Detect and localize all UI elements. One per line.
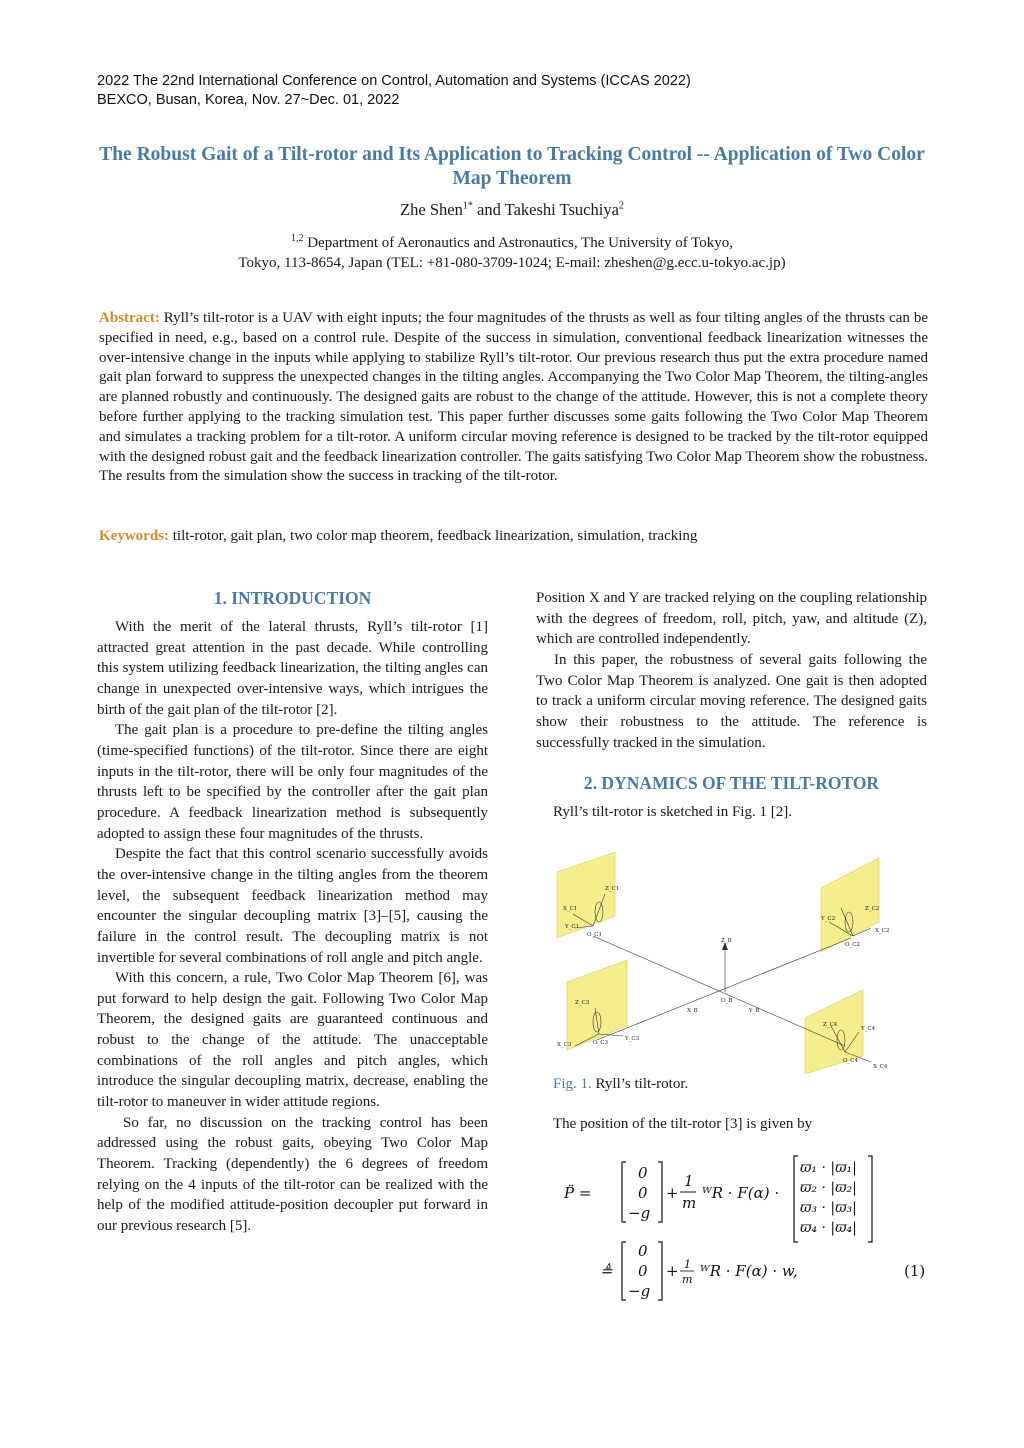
eq-frac2-num: 1 xyxy=(684,1258,691,1271)
rotor-panel-2 xyxy=(821,858,879,952)
eq-rot: ᵂR · F(α) · xyxy=(702,1184,780,1202)
intro-paragraph-7: In this paper, the robustness of several gaits following the Two Color Map Theorem is analyzed. One gait is then adopted to track a uniform circular moving reference. The designed gaits show their robustness to the attitude. The reference is successfully tracked in the simulation. xyxy=(536,651,927,751)
eq-thrust-3: ϖ₃ · |ϖ₃| xyxy=(800,1200,857,1216)
section-2-intro: Ryll’s tilt-rotor is sketched in Fig. 1 [2]. xyxy=(553,804,792,820)
right-column xyxy=(536,588,927,753)
intro-paragraph-4: With this concern, a rule, Two Color Map Theorem [6], was put forward to help design the gait. Following Two Color Map Theorem, the designed gaits are guaranteed continuous and robust to the change of the attitude. The unacceptable combinations of the roll angles and pitch angles, which introduce the singular decoupling matrix, decrease, enabling the tilt-rotor to maneuver in wider attitude regions. xyxy=(97,970,488,1111)
author-2: Takeshi Tsuchiya xyxy=(504,200,619,219)
label-x1: X_C1 xyxy=(563,906,578,912)
abstract-label: Abstract: xyxy=(99,310,160,326)
affil-line-1: Department of Aeronautics and Astronautics, The University of Tokyo, xyxy=(303,235,734,251)
eq-frac2-den: m xyxy=(682,1273,693,1286)
figure-caption xyxy=(553,1076,688,1093)
label-x3: X_C3 xyxy=(557,1042,572,1048)
keywords-text: tilt-rotor, gait plan, two color map theorem, feedback linearization, simulation, tracking xyxy=(169,528,698,544)
label-y4: Y_C4 xyxy=(861,1026,876,1032)
label-x2: X_C2 xyxy=(875,928,890,934)
author-1: Zhe Shen xyxy=(400,200,463,219)
label-y1: Y_C1 xyxy=(565,924,580,930)
conference-header xyxy=(97,72,691,110)
label-o1: O_C1 xyxy=(587,932,602,938)
intro-paragraph-5: So far, no discussion on the tracking control has been addressed using the robust gaits, obeying Two Color Map Theorem. Tracking (dependently) the 6 degrees of freedom relying on the 4 inputs of the tilt-rotor can be realized with the help of the modified attitude-position decoupler put forward in our previous research [5]. xyxy=(97,1114,488,1235)
label-yb: Y_B xyxy=(749,1008,760,1014)
abstract xyxy=(99,309,928,487)
eq-lhs: P̈ = xyxy=(564,1184,592,1202)
svg-text:+: + xyxy=(666,1184,679,1202)
figure-caption-text: Ryll’s tilt-rotor. xyxy=(591,1076,689,1092)
svg-text:+: + xyxy=(666,1262,679,1280)
eq-thrust-4: ϖ₄ · |ϖ₄| xyxy=(800,1220,857,1236)
affil-line-2: Tokyo, 113-8654, Japan (TEL: +81-080-3709-1024; E-mail: zheshen@g.ecc.u-tokyo.ac.jp) xyxy=(238,255,786,271)
eq-thrust-1: ϖ₁ · |ϖ₁| xyxy=(800,1160,857,1176)
conference-line-1: 2022 The 22nd International Conference on Control, Automation and Systems (ICCAS 2022) xyxy=(97,73,691,89)
abstract-text: Ryll’s tilt-rotor is a UAV with eight inputs; the four magnitudes of the thrusts as well as four tilting angles of the thrusts can be specified in need, e.g., based on a control rule. Despite of the success in simulation, conventional feedback linearization witnesses the over-intensive change in the inputs while applying to stabilize Ryll’s tilt-rotor. Our previous research thus put the extra procedure named gait plan forward to suppress the unexpected changes in the tilting angles. Accompanying the Two Color Map Theorem, the tilting-angles are planned robustly and continuously. The designed gaits are robust to the change of the attitude. However, this is not a complete theory before further applying to the tracking simulation test. This paper further discusses some gaits following the Two Color Map Theorem and simulates a tracking problem for a tilt-rotor. A uniform circular moving reference is designed to be tracked by the tilt-rotor equipped with the designed robust gait and the feedback linearization controller. The gaits satisfying Two Color Map Theorem show the robustness. The results from the simulation show the success in tracking of the tilt-rotor. xyxy=(99,310,928,485)
author-join: and xyxy=(472,200,505,219)
label-x4: X_C4 xyxy=(873,1064,888,1070)
author-1-sup: 1* xyxy=(462,200,473,212)
equation-1 xyxy=(560,1150,932,1310)
label-ob: O_B xyxy=(721,998,733,1004)
eq-vec2-0: 0 xyxy=(638,1242,648,1260)
paper-title: The Robust Gait of a Tilt-rotor and Its Application to Tracking Control -- Application of Two Color Map Theorem xyxy=(99,144,925,189)
label-y3: Y_C3 xyxy=(625,1036,640,1042)
author-2-sup: 2 xyxy=(618,200,624,212)
label-z3: Z_C3 xyxy=(575,1000,590,1006)
eq-vec-0: 0 xyxy=(638,1164,648,1182)
label-o2: O_C2 xyxy=(845,942,860,948)
intro-paragraph-6: Position X and Y are tracked relying on the coupling relationship with the degrees of freedom, roll, pitch, yaw, and altitude (Z), which are controlled independently. xyxy=(536,590,927,648)
authors xyxy=(90,200,934,220)
figure-label: Fig. 1. xyxy=(553,1076,592,1092)
figure-tilt-rotor xyxy=(553,850,925,1074)
label-xb: X_B xyxy=(687,1008,698,1014)
eq-frac-num: 1 xyxy=(684,1172,694,1190)
keywords xyxy=(99,526,928,546)
label-z4: Z_C4 xyxy=(823,1022,838,1028)
label-o3: O_C3 xyxy=(593,1040,608,1046)
label-z1: Z_C1 xyxy=(605,886,620,892)
intro-paragraph-3: Despite the fact that this control scenario successfully avoids the over-intensive change in the tilting angles from the theorem level, the subsequent feedback linearization method may encounter the singular decoupling matrix [3]–[5], causing the failure in the control result. The decoupling matrix is not invertible for several combinations of roll angle and pitch angle. xyxy=(97,846,488,966)
label-y2: Y_C2 xyxy=(821,916,836,922)
section-1-heading: 1. INTRODUCTION xyxy=(213,588,372,608)
eq-number: (1) xyxy=(904,1262,926,1280)
eq-vec2-1: 0 xyxy=(638,1262,648,1280)
eq-vec-2: −g xyxy=(628,1204,651,1222)
conference-line-2: BEXCO, Busan, Korea, Nov. 27~Dec. 01, 2022 xyxy=(97,92,400,108)
eq-vec2-2: −g xyxy=(628,1282,651,1300)
keywords-label: Keywords: xyxy=(99,528,169,544)
affiliation xyxy=(90,229,934,273)
intro-paragraph-2: The gait plan is a procedure to pre-define the tilting angles (time-specified functions) of the tilt-rotor. Since there are eight inputs in the tilt-rotor, there will be only four magnitudes of the thrusts left to be specified by the controller after the gait plan procedure. A feedback linearization method is subsequently adopted to assign these four magnitudes of the thrusts. xyxy=(97,722,488,842)
intro-paragraph-1: With the merit of the lateral thrusts, Ryll’s tilt-rotor [1] attracted great attention in the past decade. While controlling this system utilizing feedback linearization, the tilting angles can change in unexpected over-intensive ways, which intrigues the birth of the gait plan of the tilt-rotor [2]. xyxy=(97,619,488,718)
eq-thrust-2: ϖ₂ · |ϖ₂| xyxy=(800,1180,857,1196)
eq-frac-den: m xyxy=(682,1194,697,1212)
position-text: The position of the tilt-rotor [3] is given by xyxy=(553,1116,813,1132)
label-o4: O_C4 xyxy=(843,1058,858,1064)
section-2-heading: 2. DYNAMICS OF THE TILT-ROTOR xyxy=(583,773,880,793)
eq-defeq: ≜ xyxy=(600,1262,613,1280)
eq-vec-1: 0 xyxy=(638,1184,648,1202)
label-z2: Z_C2 xyxy=(865,906,880,912)
affil-sup: 1,2 xyxy=(290,233,304,244)
label-zb: Z_B xyxy=(721,938,732,944)
left-column xyxy=(97,617,488,1237)
eq-tail: ᵂR · F(α) · w, xyxy=(700,1262,798,1280)
